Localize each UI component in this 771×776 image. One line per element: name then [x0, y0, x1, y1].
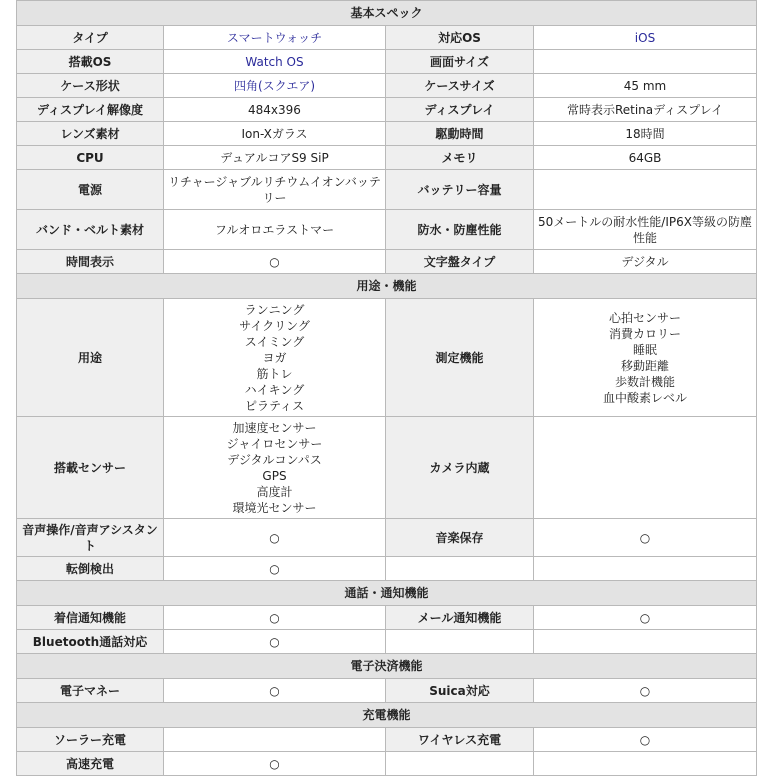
bt-call-label: Bluetooth通話対応 [17, 630, 164, 654]
case-shape-label: ケース形状 [17, 74, 164, 98]
list-item: ランニング [244, 302, 305, 317]
runtime-value: 18時間 [534, 122, 757, 146]
type-value: スマートウォッチ [164, 26, 386, 50]
list-item: スイミング [244, 334, 305, 349]
empty-cell [386, 752, 534, 776]
empty-cell [534, 557, 757, 581]
time-display-value: ○ [164, 250, 386, 274]
list-item: 消費カロリー [609, 326, 682, 341]
cpu-value: デュアルコアS9 SiP [164, 146, 386, 170]
display-value: 常時表示Retinaディスプレイ [534, 98, 757, 122]
voice-label: 音声操作/音声アシスタント [17, 519, 164, 557]
voice-value: ○ [164, 519, 386, 557]
sensor-label: 搭載センサー [17, 417, 164, 519]
os-value: Watch OS [164, 50, 386, 74]
band-label: バンド・ベルト素材 [17, 210, 164, 250]
emoney-label: 電子マネー [17, 679, 164, 703]
list-item: 加速度センサー [232, 420, 317, 435]
empty-cell [534, 630, 757, 654]
wireless-value: ○ [534, 728, 757, 752]
cpu-label: CPU [17, 146, 164, 170]
emoney-value: ○ [164, 679, 386, 703]
fall-value: ○ [164, 557, 386, 581]
battery-value [534, 170, 757, 210]
lens-label: レンズ素材 [17, 122, 164, 146]
section-call: 通話・通知機能 [17, 581, 757, 606]
water-value: 50メートルの耐水性能/IP6X等級の防塵性能 [534, 210, 757, 250]
music-label: 音楽保存 [386, 519, 534, 557]
display-label: ディスプレイ [386, 98, 534, 122]
list-item: ヨガ [262, 350, 287, 365]
empty-cell [386, 630, 534, 654]
list-item: ジャイロセンサー [226, 436, 323, 451]
water-label: 防水・防塵性能 [386, 210, 534, 250]
solar-value [164, 728, 386, 752]
lens-value: Ion-Xガラス [164, 122, 386, 146]
measure-label: 測定機能 [386, 299, 534, 417]
suica-value: ○ [534, 679, 757, 703]
resolution-label: ディスプレイ解像度 [17, 98, 164, 122]
os-label: 搭載OS [17, 50, 164, 74]
camera-label: カメラ内蔵 [386, 417, 534, 519]
empty-cell [386, 557, 534, 581]
suica-label: Suica対応 [386, 679, 534, 703]
empty-cell [534, 752, 757, 776]
list-item: GPS [262, 468, 287, 483]
spec-table [16, 0, 757, 776]
type-label: タイプ [17, 26, 164, 50]
purpose-label: 用途 [17, 299, 164, 417]
case-shape-value: 四角(スクエア) [164, 74, 386, 98]
mail-label: メール通知機能 [386, 606, 534, 630]
time-display-label: 時間表示 [17, 250, 164, 274]
memory-label: メモリ [386, 146, 534, 170]
battery-label: バッテリー容量 [386, 170, 534, 210]
screen-size-value [534, 50, 757, 74]
purpose-list [164, 299, 386, 417]
memory-value: 64GB [534, 146, 757, 170]
list-item: 環境光センサー [232, 500, 317, 515]
fall-label: 転倒検出 [17, 557, 164, 581]
fast-charge-label: 高速充電 [17, 752, 164, 776]
sensor-list [164, 417, 386, 519]
list-item: ピラティス [244, 398, 305, 413]
list-item: 移動距離 [621, 358, 670, 373]
list-item: 心拍センサー [609, 310, 682, 325]
list-item: 睡眠 [633, 342, 658, 357]
resolution-value: 484x396 [164, 98, 386, 122]
wireless-label: ワイヤレス充電 [386, 728, 534, 752]
camera-value [534, 417, 757, 519]
list-item: サイクリング [239, 318, 310, 333]
fast-charge-value: ○ [164, 752, 386, 776]
list-item: デジタルコンパス [227, 452, 322, 467]
list-item: ハイキング [244, 382, 305, 397]
incoming-label: 着信通知機能 [17, 606, 164, 630]
measure-list [534, 299, 757, 417]
case-size-label: ケースサイズ [386, 74, 534, 98]
list-item: 血中酸素レベル [603, 390, 688, 405]
dial-type-value: デジタル [534, 250, 757, 274]
section-basic-spec: 基本スペック [17, 1, 757, 26]
section-charge: 充電機能 [17, 703, 757, 728]
dial-type-label: 文字盤タイプ [386, 250, 534, 274]
screen-size-label: 画面サイズ [386, 50, 534, 74]
incoming-value: ○ [164, 606, 386, 630]
list-item: 歩数計機能 [615, 374, 676, 389]
band-value: フルオロエラストマー [164, 210, 386, 250]
list-item: 高度計 [256, 484, 293, 499]
mail-value: ○ [534, 606, 757, 630]
power-label: 電源 [17, 170, 164, 210]
section-payment: 電子決済機能 [17, 654, 757, 679]
section-usage: 用途・機能 [17, 274, 757, 299]
case-size-value: 45 mm [534, 74, 757, 98]
compat-os-value: iOS [534, 26, 757, 50]
music-value: ○ [534, 519, 757, 557]
list-item: 筋トレ [256, 366, 293, 381]
compat-os-label: 対応OS [386, 26, 534, 50]
runtime-label: 駆動時間 [386, 122, 534, 146]
bt-call-value: ○ [164, 630, 386, 654]
solar-label: ソーラー充電 [17, 728, 164, 752]
power-value: リチャージャブルリチウムイオンバッテリー [164, 170, 386, 210]
